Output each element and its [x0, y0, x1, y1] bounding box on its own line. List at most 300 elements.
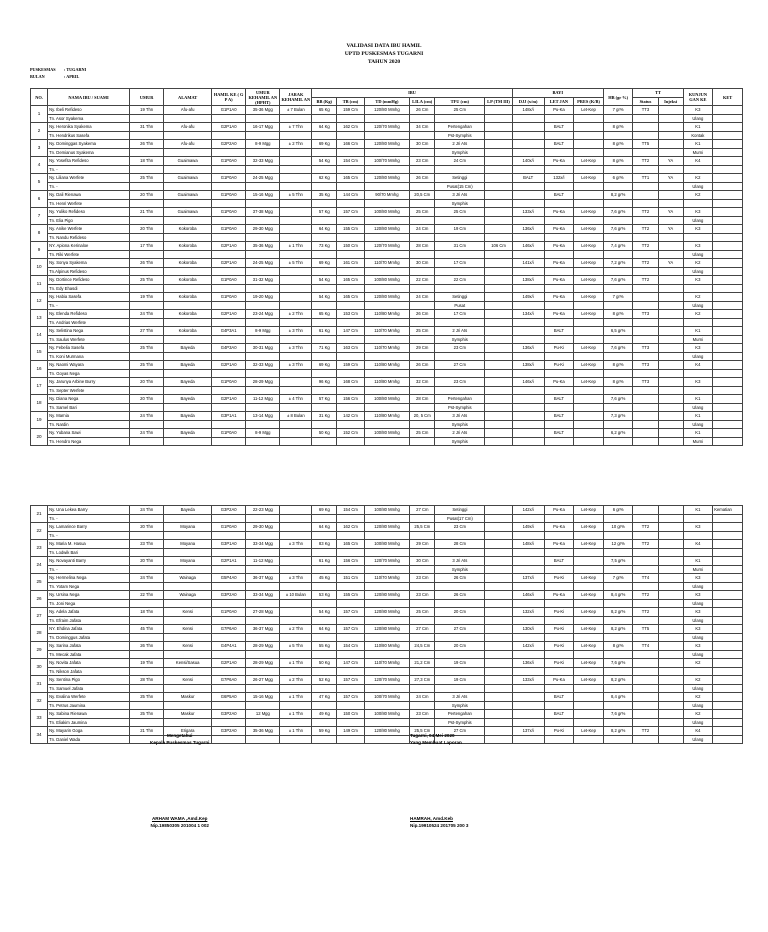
mother-name: Ny. Adela Jafata [48, 608, 130, 617]
husband-name: Tn. Samuel Jafata [48, 684, 130, 693]
cell-tb-line2 [337, 250, 364, 259]
cell-injeksi [658, 557, 683, 566]
cell-jarak [280, 293, 312, 302]
pregnancy-table-page1 [30, 88, 743, 446]
cell-alamat-line2 [164, 131, 212, 140]
cell-td-line2 [364, 335, 410, 344]
cell-lila: 24 Cm [410, 293, 435, 302]
col-tb: TB (cm) [337, 97, 364, 106]
cell-uk-line2 [246, 650, 280, 659]
cell-bb-line2 [312, 216, 337, 225]
cell-injeksi [658, 276, 683, 285]
cell-alamat-line2 [164, 114, 212, 123]
cell-umur: 25 Thn [130, 276, 164, 285]
cell-ket-line2 [713, 284, 743, 293]
cell-tb-line2 [337, 182, 364, 191]
cell-lp [485, 557, 512, 566]
cell-lp-line2 [485, 650, 512, 659]
cell-injeksi-line2 [658, 284, 683, 293]
cell-td-line2 [364, 199, 410, 208]
cell-tfu-line2: Symphis [435, 420, 485, 429]
row-number: 32 [31, 693, 48, 710]
cell-hb: 8 gr% [603, 378, 633, 387]
table-row [31, 625, 743, 634]
cell-injeksi-line2 [658, 250, 683, 259]
cell-jarak-line2 [280, 735, 312, 744]
cell-lila-line2 [410, 352, 435, 361]
cell-jarak-line2 [280, 667, 312, 676]
cell-alamat: Bayeda [164, 395, 212, 404]
cell-pres-line2 [574, 148, 604, 157]
cell-umur: 27 Thn [130, 327, 164, 336]
cell-bb: 83 Kg [312, 540, 337, 549]
cell-lila: 25 Cm [410, 608, 435, 617]
husband-name: Tn. Nandu Refideso [48, 233, 130, 242]
cell-letjan-line2 [544, 548, 574, 557]
cell-umur-line2 [130, 420, 164, 429]
cell-umur: 24 Thn [130, 310, 164, 319]
cell-alamat-line2 [164, 335, 212, 344]
cell-ket [713, 727, 743, 736]
table-row-continued [31, 284, 743, 293]
cell-td-line2 [364, 386, 410, 395]
cell-pres-line2 [574, 667, 604, 676]
cell-tb-line2 [337, 352, 364, 361]
cell-kun: K3 [683, 608, 713, 617]
cell-letjan-line2 [544, 267, 574, 276]
husband-name: Tn. Yotam Nega [48, 582, 130, 591]
cell-tfu-line2 [435, 616, 485, 625]
cell-uk: 11-12 Mgg [246, 557, 280, 566]
cell-status-line2 [633, 199, 658, 208]
cell-tfu-line2: Pst-Symphis [435, 131, 485, 140]
table-row [31, 523, 743, 532]
cell-uk: 32-33 Mgg [246, 157, 280, 166]
cell-ket [713, 676, 743, 685]
cell-alamat: Maskur [164, 710, 212, 719]
cell-pres [574, 395, 604, 404]
cell-hb: 6 gr% [603, 506, 633, 515]
mother-name: Ny. Jarunya Arbine Burry [48, 378, 130, 387]
cell-lp [485, 412, 512, 421]
cell-hb-line2 [603, 335, 633, 344]
cell-kun-line2: Ulang [683, 701, 713, 710]
cell-gpa: G1P0A0 [212, 191, 246, 200]
cell-lila: 21,2 Cm [410, 659, 435, 668]
cell-gpa: G1P0A0 [212, 174, 246, 183]
cell-djj-line2 [512, 616, 544, 625]
cell-ket-line2 [713, 514, 743, 523]
cell-lila-line2 [410, 582, 435, 591]
cell-letjan-line2 [544, 565, 574, 574]
cell-tfu-line2 [435, 267, 485, 276]
cell-uk: 33-34 Mgg [246, 591, 280, 600]
table-row-continued [31, 114, 743, 123]
cell-status-line2 [633, 335, 658, 344]
cell-ket [713, 208, 743, 217]
cell-kun-line2 [683, 667, 713, 676]
cell-djj [512, 140, 544, 149]
cell-hb-line2 [603, 548, 633, 557]
cell-bb: 62 Kg [312, 174, 337, 183]
cell-ket-line2 [713, 684, 743, 693]
cell-jarak: ± 4 Thn [280, 395, 312, 404]
cell-ket-line2 [713, 301, 743, 310]
cell-kun: K2 [683, 174, 713, 183]
cell-bb-line2 [312, 114, 337, 123]
cell-kun: K2 [683, 310, 713, 319]
cell-bb-line2 [312, 531, 337, 540]
table-row [31, 242, 743, 251]
cell-uk: 31-32 Mgg [246, 276, 280, 285]
cell-pres: Let-Kep [574, 727, 604, 736]
cell-jarak-line2 [280, 216, 312, 225]
cell-tfu: 2 Jri Ats [435, 327, 485, 336]
cell-tfu-line2 [435, 284, 485, 293]
cell-hb: 7 gr% [603, 293, 633, 302]
cell-lila-line2 [410, 565, 435, 574]
cell-jarak [280, 378, 312, 387]
cell-alamat-line2 [164, 437, 212, 446]
cell-lp [485, 106, 512, 115]
cell-bb: 61 Kg [312, 557, 337, 566]
cell-pres-line2 [574, 565, 604, 574]
cell-djj-line2 [512, 599, 544, 608]
cell-hb: 12 gr% [603, 540, 633, 549]
cell-umur: 25 Thn [130, 174, 164, 183]
cell-status: TT3 [633, 344, 658, 353]
cell-injeksi [658, 106, 683, 115]
cell-uk-line2 [246, 599, 280, 608]
cell-uk: 15-16 Mgg [246, 693, 280, 702]
cell-td: 120/80 Mmhg [364, 523, 410, 532]
cell-tfu: Setinggi [435, 293, 485, 302]
cell-gpa-line2 [212, 165, 246, 174]
cell-ket-line2 [713, 250, 743, 259]
cell-td: 100/70 Mmhg [364, 157, 410, 166]
husband-name: Tn. Efraim Jafata [48, 616, 130, 625]
cell-lp-line2 [485, 616, 512, 625]
cell-lila-line2 [410, 531, 435, 540]
cell-status-line2 [633, 718, 658, 727]
row-number: 12 [31, 293, 48, 310]
cell-td-line2 [364, 667, 410, 676]
cell-djj-line2 [512, 335, 544, 344]
cell-uk: 16-17 Mgg [246, 123, 280, 132]
cell-bb: 50 Kg [312, 659, 337, 668]
cell-kun: K3 [683, 378, 713, 387]
cell-ket [713, 429, 743, 438]
cell-uk: 36-37 Mgg [246, 574, 280, 583]
cell-tfu: 25 Cm [435, 208, 485, 217]
cell-jarak-line2 [280, 318, 312, 327]
cell-bb: 54 Kg [312, 276, 337, 285]
cell-umur-line2 [130, 165, 164, 174]
cell-uk-line2 [246, 420, 280, 429]
cell-status: TT2 [633, 608, 658, 617]
cell-djj: 136x/i [512, 225, 544, 234]
cell-tb: 165 Cm [337, 293, 364, 302]
cell-tfu-line2 [435, 250, 485, 259]
cell-injeksi-line2 [658, 352, 683, 361]
cell-jarak: ± 3 Thn [280, 327, 312, 336]
cell-bb: 52 Kg [312, 676, 337, 685]
cell-tfu: 26 Cm [435, 591, 485, 600]
cell-tb: 165 Cm [337, 540, 364, 549]
cell-letjan-line2 [544, 335, 574, 344]
cell-gpa: G1P0A0 [212, 378, 246, 387]
cell-bb-line2 [312, 701, 337, 710]
cell-kun-line2: Murni [683, 148, 713, 157]
table-row [31, 310, 743, 319]
cell-umur: 22 Thn [130, 591, 164, 600]
husband-name: Tn. Henri Werfete [48, 199, 130, 208]
cell-injeksi: YA [658, 157, 683, 166]
cell-jarak-line2 [280, 548, 312, 557]
cell-lila-line2 [410, 199, 435, 208]
cell-lp-line2 [485, 131, 512, 140]
cell-injeksi-line2 [658, 318, 683, 327]
cell-kun-line2: Ulang [683, 420, 713, 429]
cell-status [633, 693, 658, 702]
cell-td: 110/80 Mmhg [364, 361, 410, 370]
cell-uk-line2 [246, 667, 280, 676]
cell-letjan: Pu-Ki [544, 642, 574, 651]
cell-ket-line2 [713, 633, 743, 642]
cell-djj-line2 [512, 403, 544, 412]
cell-status-line2 [633, 148, 658, 157]
cell-tb: 157 Cm [337, 676, 364, 685]
cell-hb-line2 [603, 701, 633, 710]
cell-hb: 8 gr% [603, 310, 633, 319]
cell-pres-line2 [574, 437, 604, 446]
cell-status-line2 [633, 369, 658, 378]
cell-ket: Kematian [713, 506, 743, 515]
cell-djj-line2 [512, 182, 544, 191]
cell-hb-line2 [603, 233, 633, 242]
cell-status-line2 [633, 565, 658, 574]
cell-status: TT2 [633, 276, 658, 285]
cell-umur-line2 [130, 684, 164, 693]
cell-gpa-line2 [212, 718, 246, 727]
cell-tfu-line2 [435, 667, 485, 676]
cell-alamat-line2 [164, 284, 212, 293]
cell-umur-line2 [130, 701, 164, 710]
cell-kun: K3 [683, 591, 713, 600]
cell-lp [485, 123, 512, 132]
cell-kun-line2: Ulang [683, 650, 713, 659]
cell-lila: 29 Cm [410, 540, 435, 549]
cell-tb-line2 [337, 565, 364, 574]
cell-status: TT2 [633, 727, 658, 736]
cell-alamat: Kokoroba [164, 259, 212, 268]
husband-name: Tn. - [48, 301, 130, 310]
cell-tb-line2 [337, 301, 364, 310]
signature-right-nip: Nip.19910524 201705 200 3 [410, 823, 469, 828]
cell-lp-line2 [485, 548, 512, 557]
cell-letjan: Pu-Ka [544, 225, 574, 234]
cell-status: TT3 [633, 378, 658, 387]
cell-jarak-line2 [280, 369, 312, 378]
cell-ket-line2 [713, 650, 743, 659]
cell-bb: 49 Kg [312, 710, 337, 719]
cell-status-line2 [633, 318, 658, 327]
cell-umur-line2 [130, 633, 164, 642]
cell-lp-line2 [485, 420, 512, 429]
cell-lp [485, 574, 512, 583]
cell-lp [485, 659, 512, 668]
cell-hb: 8,4 gr% [603, 693, 633, 702]
cell-bb: 47 Kg [312, 693, 337, 702]
col-injeksi: Injeksi [658, 97, 683, 106]
cell-letjan-line2 [544, 386, 574, 395]
cell-kun-line2: Murni [683, 437, 713, 446]
cell-hb: 8 gr% [603, 642, 633, 651]
cell-injeksi-line2 [658, 403, 683, 412]
cell-injeksi-line2 [658, 667, 683, 676]
cell-kun-line2 [683, 369, 713, 378]
cell-gpa: G5P4A0 [212, 574, 246, 583]
cell-ket-line2 [713, 403, 743, 412]
cell-uk-line2 [246, 684, 280, 693]
cell-alamat-line2 [164, 701, 212, 710]
cell-hb: 8,2 gr% [603, 727, 633, 736]
cell-hb: 7,2 gr% [603, 259, 633, 268]
cell-umur: 17 Thn [130, 242, 164, 251]
cell-djj: 149x/i [512, 523, 544, 532]
cell-umur-line2 [130, 403, 164, 412]
row-number: 31 [31, 676, 48, 693]
cell-uk-line2 [246, 437, 280, 446]
cell-injeksi-line2 [658, 633, 683, 642]
cell-pres-line2 [574, 633, 604, 642]
cell-hb: 7,6 gr% [603, 710, 633, 719]
cell-tb-line2 [337, 335, 364, 344]
table-row-continued [31, 403, 743, 412]
cell-djj-line2 [512, 131, 544, 140]
cell-gpa-line2 [212, 565, 246, 574]
cell-hb: 10 gr% [603, 523, 633, 532]
cell-jarak [280, 557, 312, 566]
cell-kun: K2 [683, 191, 713, 200]
cell-pres: Let-Kep [574, 174, 604, 183]
cell-alamat: Moyana [164, 557, 212, 566]
cell-gpa: G3P1A1 [212, 412, 246, 421]
cell-tb-line2 [337, 701, 364, 710]
cell-alamat: Guaimawa [164, 157, 212, 166]
table-row [31, 174, 743, 183]
cell-ket [713, 174, 743, 183]
cell-bb-line2 [312, 250, 337, 259]
cell-td-line2 [364, 148, 410, 157]
cell-lila-line2 [410, 633, 435, 642]
row-number: 8 [31, 225, 48, 242]
cell-lp [485, 293, 512, 302]
cell-alamat: Kokoroba [164, 327, 212, 336]
cell-ket-line2 [713, 148, 743, 157]
table-row [31, 378, 743, 387]
cell-uk-line2 [246, 514, 280, 523]
cell-uk: 24-25 Mgg [246, 174, 280, 183]
cell-hb: 7,6 gr% [603, 659, 633, 668]
cell-lp [485, 225, 512, 234]
cell-gpa-line2 [212, 216, 246, 225]
cell-ket-line2 [713, 599, 743, 608]
cell-letjan-line2 [544, 582, 574, 591]
cell-tb: 144 Cm [337, 191, 364, 200]
cell-lila-line2 [410, 335, 435, 344]
cell-umur-line2 [130, 514, 164, 523]
cell-umur: 25 Thn [130, 693, 164, 702]
cell-tfu: 27 Cm [435, 625, 485, 634]
cell-tb-line2 [337, 531, 364, 540]
cell-alamat-line2 [164, 684, 212, 693]
cell-alamat-line2 [164, 420, 212, 429]
table-row-continued [31, 684, 743, 693]
cell-injeksi [658, 625, 683, 634]
cell-kun-line2: Kontak [683, 131, 713, 140]
cell-tfu-line2 [435, 548, 485, 557]
cell-kun-line2: Ulang [683, 582, 713, 591]
cell-ket [713, 378, 743, 387]
cell-ket-line2 [713, 437, 743, 446]
cell-gpa-line2 [212, 548, 246, 557]
cell-tb: 151 Cm [337, 574, 364, 583]
cell-tfu: 31 Cm [435, 242, 485, 251]
cell-pres [574, 557, 604, 566]
cell-kun-line2: Ulang [683, 301, 713, 310]
cell-uk-line2 [246, 369, 280, 378]
cell-gpa-line2 [212, 616, 246, 625]
cell-lp-line2 [485, 148, 512, 157]
cell-td: 110/80 Mmhg [364, 412, 410, 421]
cell-injeksi-line2 [658, 565, 683, 574]
cell-lila: 24 Cm [410, 693, 435, 702]
cell-umur-line2 [130, 616, 164, 625]
cell-uk: 36-37 Mgg [246, 625, 280, 634]
cell-lila: 25 Cm [410, 327, 435, 336]
row-number: 2 [31, 123, 48, 140]
cell-lila-line2 [410, 250, 435, 259]
row-number: 27 [31, 608, 48, 625]
cell-lila-line2 [410, 114, 435, 123]
cell-kun: K3 [683, 276, 713, 285]
husband-name: Tn. Hendro Nega [48, 437, 130, 446]
cell-alamat: Kokoroba [164, 242, 212, 251]
table-row-continued [31, 582, 743, 591]
cell-tb: 154 Cm [337, 642, 364, 651]
mother-name: Ny. Dali Rienawa [48, 191, 130, 200]
cell-lila-line2 [410, 420, 435, 429]
cell-umur: 28 Thn [130, 676, 164, 685]
cell-djj-line2 [512, 199, 544, 208]
cell-lp [485, 506, 512, 515]
cell-status: TT3 [633, 106, 658, 115]
cell-hb-line2 [603, 667, 633, 676]
cell-jarak-line2 [280, 701, 312, 710]
cell-jarak-line2 [280, 284, 312, 293]
cell-pres [574, 412, 604, 421]
doc-title: VALIDASI DATA IBU HAMIL [346, 43, 422, 49]
cell-tfu-line2 [435, 599, 485, 608]
cell-lp-line2 [485, 233, 512, 242]
cell-jarak-line2 [280, 650, 312, 659]
cell-djj: 141x/i [512, 259, 544, 268]
cell-umur-line2 [130, 267, 164, 276]
cell-jarak-line2 [280, 148, 312, 157]
cell-injeksi: YA [658, 225, 683, 234]
cell-lila: 25 Cm [410, 208, 435, 217]
